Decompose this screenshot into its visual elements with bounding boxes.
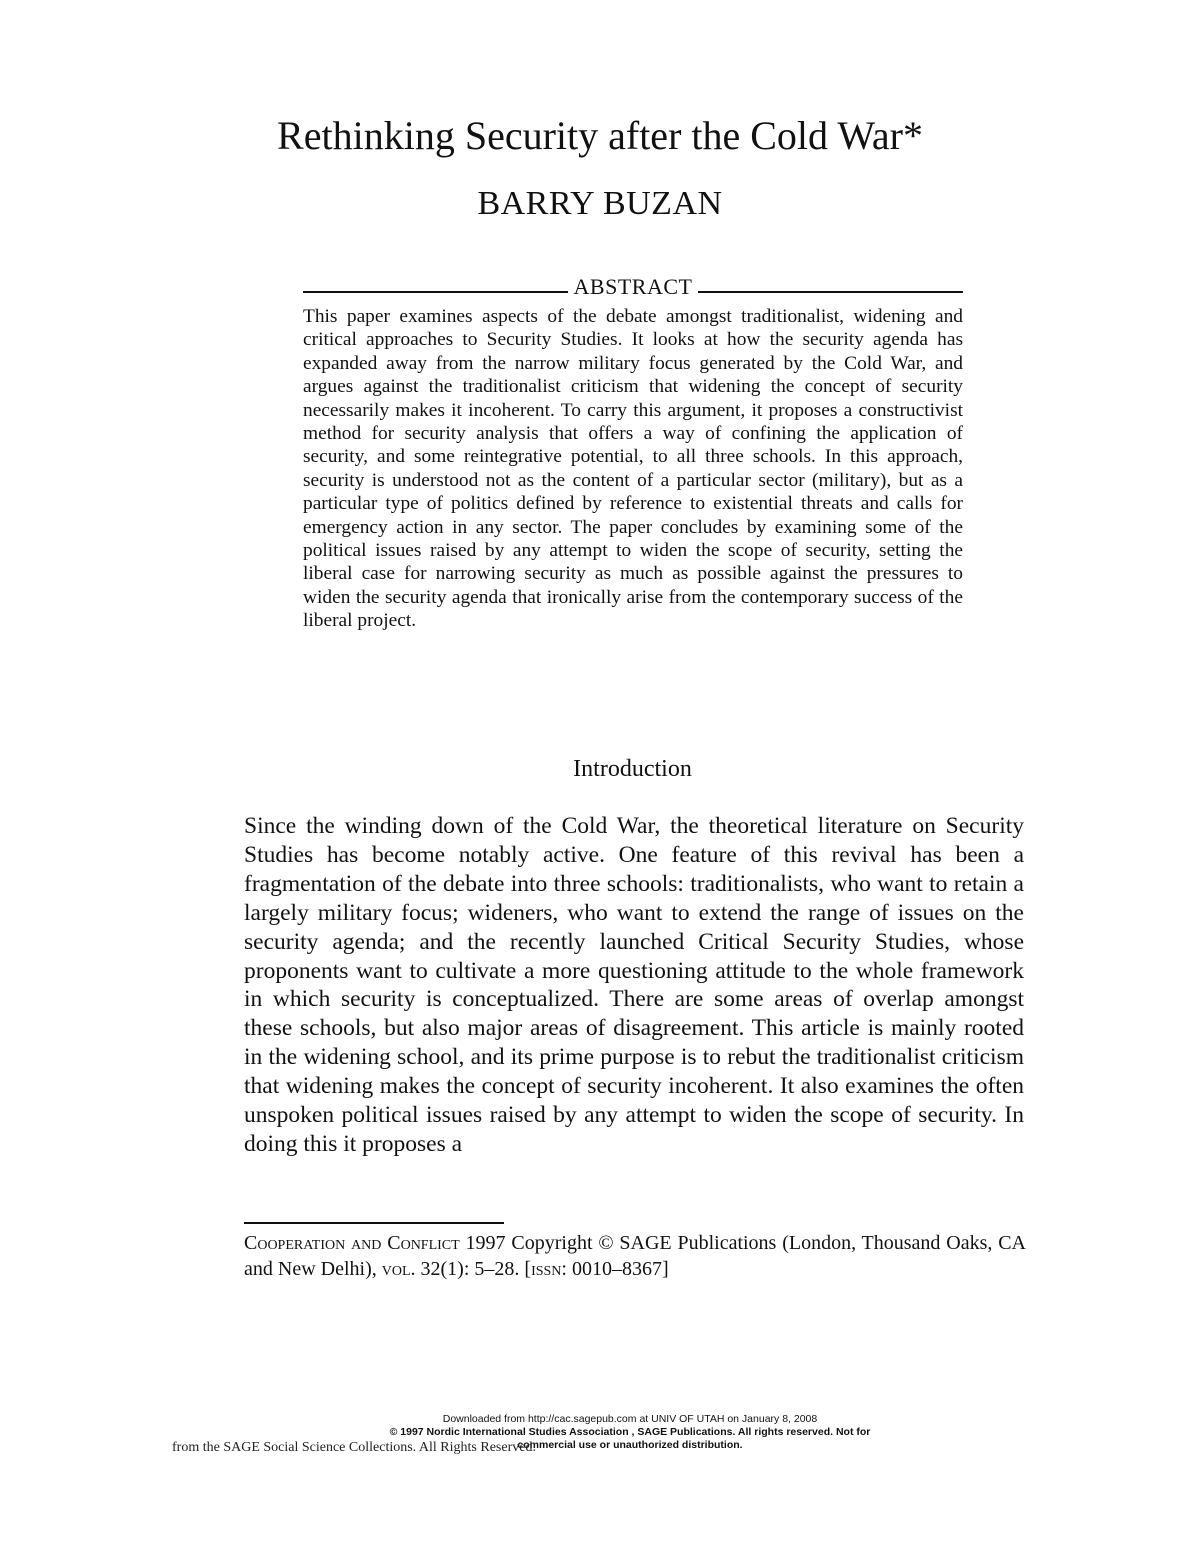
footnote-vol-text: 32(1): 5–28. [ xyxy=(415,1258,532,1280)
download-notice-line2: © 1997 Nordic International Studies Association , SAGE Publications. All rights reserved. Not for xyxy=(389,1426,871,1438)
introduction-paragraph: Since the winding down of the Cold War, the theoretical literature on Security Studies has become notably active. One feature of this revival has been a fragmentation of the debate into three schools: traditionalists, who want to retain a largely military focus; wideners, who want to extend the range of issues on the security agenda; and the recently launched Critical Security Studies, whose proponents want to cultivate a more questioning attitude to the whole framework in which security is conceptualized. There are some areas of overlap amongst these schools, but also major areas of disagreement. This article is mainly rooted in the widening school, and its prime purpose is to rebut the traditionalist criticism that widening makes the concept of security incoherent. It also examines the often unspoken political issues raised by any attempt to widen the scope of security. In doing this it proposes a xyxy=(244,813,1024,1157)
footnote-vol-label: vol. xyxy=(381,1258,416,1280)
download-notice-line3: commercial use or unauthorized distribution. xyxy=(517,1439,743,1451)
footnote-rule xyxy=(244,1222,504,1224)
footnote-issn-label: issn xyxy=(531,1258,562,1280)
section-heading-introduction: Introduction xyxy=(573,756,692,782)
collection-credit: from the SAGE Social Science Collections. All Rights Reserved. xyxy=(172,1440,536,1455)
download-notice-line1: Downloaded from http://cac.sagepub.com at UNIV OF UTAH on January 8, 2008 xyxy=(442,1413,818,1425)
abstract-heading: ABSTRACT xyxy=(573,274,693,299)
footnote-issn-text: : 0010–8367] xyxy=(561,1258,669,1280)
abstract-header xyxy=(303,272,963,302)
footnote-journal: Cooperation and Conflict xyxy=(244,1232,460,1254)
author-name: BARRY BUZAN xyxy=(477,185,723,222)
abstract-text: This paper examines aspects of the debate amongst traditionalist, widening and critical approaches to Security Studies. It looks at how the security agenda has expanded away from the narrow military focus generated by the Cold War, and argues against the traditionalist criticism that widening the concept of security necessarily makes it incoherent. To carry this argument, it proposes a constructivist method for security analysis that offers a way of confining the application of security, and some reintegrative potential, to all three schools. In this approach, security is understood not as the content of a particular sector (military), but as a particular type of politics defined by reference to existential threats and calls for emergency action in any sector. The paper concludes by examining some of the political issues raised by any attempt to widen the scope of security, setting the liberal case for narrowing security as much as possible against the pressures to widen the security agenda that ironically arise from the contemporary success of the liberal project. xyxy=(303,306,963,632)
abstract-rule-left xyxy=(303,291,568,293)
footnote-copyright xyxy=(244,1230,1026,1282)
footnote-text: 1997 Copyright © SAGE Publications (London, Thousand Oaks, CA and New Delhi), xyxy=(244,1232,1026,1280)
abstract-rule-right xyxy=(698,291,963,293)
paper-title: Rethinking Security after the Cold War* xyxy=(277,113,923,158)
